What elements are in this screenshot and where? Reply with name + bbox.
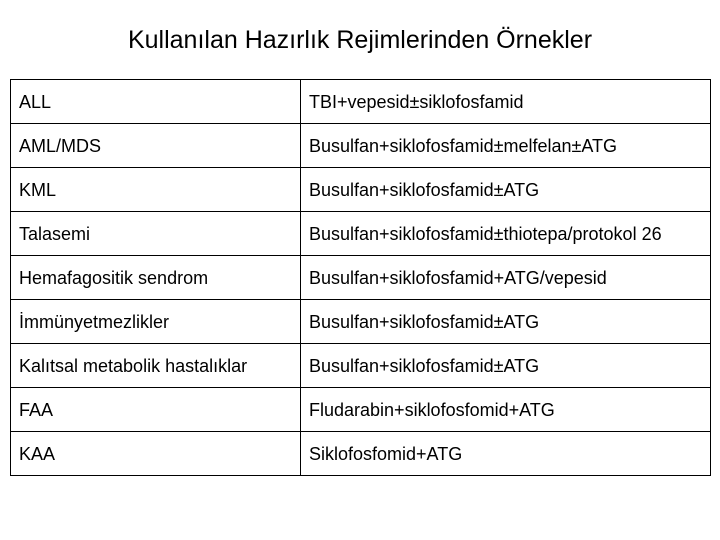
regimen-table xyxy=(10,79,711,476)
table-row xyxy=(11,168,711,212)
disease-cell: Kalıtsal metabolik hastalıklar xyxy=(11,344,301,388)
regimen-cell: Siklofosfomid+ATG xyxy=(301,432,711,476)
regimen-cell: Busulfan+siklofosfamid±ATG xyxy=(301,344,711,388)
disease-cell: ALL xyxy=(11,80,301,124)
page-title: Kullanılan Hazırlık Rejimlerinden Örnekler xyxy=(127,26,593,54)
disease-cell: KML xyxy=(11,168,301,212)
table-row xyxy=(11,212,711,256)
table-row xyxy=(11,432,711,476)
table-row xyxy=(11,80,711,124)
table-row xyxy=(11,300,711,344)
regimen-table-container xyxy=(10,79,710,476)
disease-cell: AML/MDS xyxy=(11,124,301,168)
disease-cell: Hemafagositik sendrom xyxy=(11,256,301,300)
disease-cell: FAA xyxy=(11,388,301,432)
disease-cell: Talasemi xyxy=(11,212,301,256)
regimen-cell: Busulfan+siklofosfamid+ATG/vepesid xyxy=(301,256,711,300)
table-row xyxy=(11,124,711,168)
regimen-cell: TBI+vepesid±siklofosfamid xyxy=(301,80,711,124)
table-row xyxy=(11,256,711,300)
regimen-cell: Busulfan+siklofosfamid±ATG xyxy=(301,168,711,212)
regimen-cell: Fludarabin+siklofosfomid+ATG xyxy=(301,388,711,432)
disease-cell: KAA xyxy=(11,432,301,476)
regimen-cell: Busulfan+siklofosfamid±melfelan±ATG xyxy=(301,124,711,168)
regimen-cell: Busulfan+siklofosfamid±thiotepa/protokol 26 xyxy=(301,212,711,256)
table-row xyxy=(11,344,711,388)
regimen-cell: Busulfan+siklofosfamid±ATG xyxy=(301,300,711,344)
disease-cell: İmmünyetmezlikler xyxy=(11,300,301,344)
table-row xyxy=(11,388,711,432)
